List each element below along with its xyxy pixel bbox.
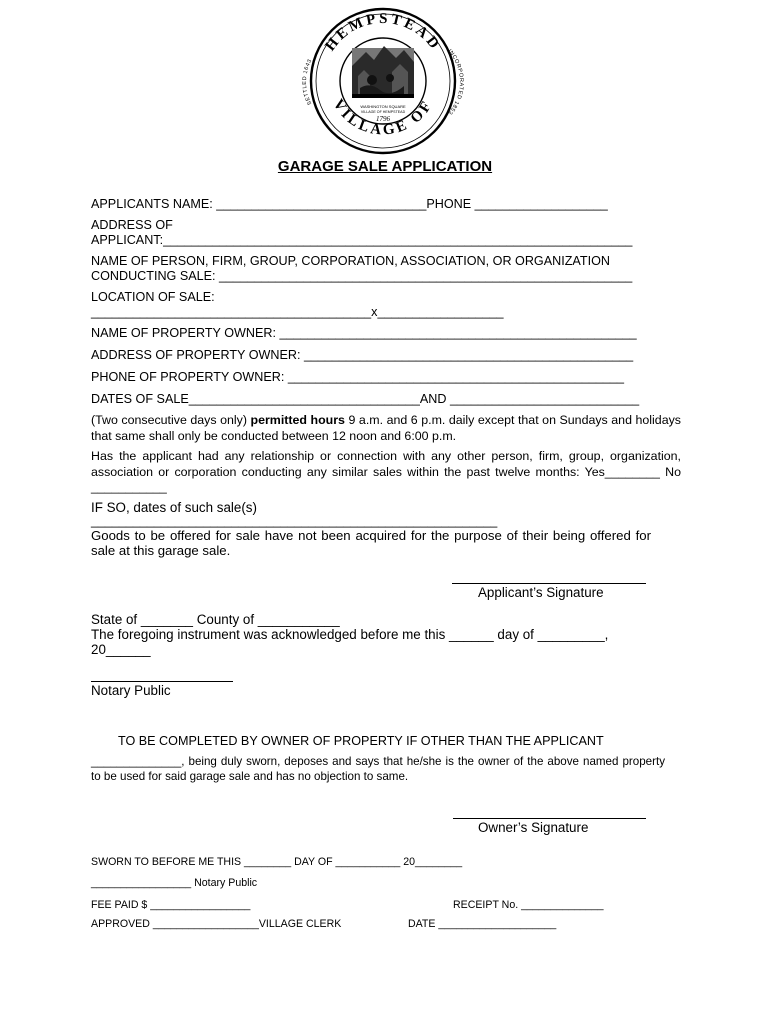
seal-scene-illustration: [352, 46, 414, 98]
property-owner-phone-field[interactable]: PHONE OF PROPERTY OWNER: ________________________________________________: [91, 370, 625, 384]
owner-signature-line[interactable]: [453, 818, 646, 819]
if-so-dates-field[interactable]: __________________________________________________________: [91, 514, 498, 528]
owner-signature-label: Owner’s Signature: [478, 820, 589, 835]
goods-statement: Goods to be offered for sale have not been acquired for the purpose of their being offered for sale at this garage sale.: [91, 528, 651, 558]
applicant-signature-label: Applicant’s Signature: [478, 585, 604, 600]
owner-sworn-statement[interactable]: ______________, being duly sworn, deposes and says that he/she is the owner of the above named property to be used for said garage sale and has no objection to same.: [91, 755, 665, 783]
property-owner-address-field[interactable]: ADDRESS OF PROPERTY OWNER: _______________________________________________: [91, 348, 634, 362]
applicant-signature-line[interactable]: [452, 583, 646, 584]
approved-village-clerk-field[interactable]: APPROVED __________________VILLAGE CLERK: [91, 918, 342, 930]
seal-inner-year: 1796: [376, 115, 390, 123]
form-title: GARAGE SALE APPLICATION: [277, 158, 493, 175]
dates-of-sale-field[interactable]: DATES OF SALE_________________________________AND ___________________________: [91, 392, 640, 406]
hours-text-post: 9 a.m. and 6 p.m. daily except that on Sundays and holidays that same shall only be conducted between 12 noon and 6:00 p.m.: [91, 413, 681, 443]
location-field[interactable]: ________________________________________x__________________: [91, 305, 504, 319]
organization-label: NAME OF PERSON, FIRM, GROUP, CORPORATION, ASSOCIATION, OR ORGANIZATION: [91, 254, 610, 268]
seal-top-text: HEMPSTEAD: [322, 10, 444, 55]
acknowledgement-field[interactable]: The foregoing instrument was acknowledged before me this ______ day of _________,: [91, 627, 609, 642]
location-label: LOCATION OF SALE:: [91, 290, 215, 304]
relationship-question[interactable]: Has the applicant had any relationship or connection with any other person, firm, group, organization, association or corporation conducting any similar sales within the past twelve months: Yes________ No ___________: [91, 449, 681, 495]
seal-left-text: SETTLED 1643: [301, 58, 314, 106]
seal-right-text: INCORPORATED 1853: [446, 48, 465, 116]
notary-public-field[interactable]: _________________ Notary Public: [91, 877, 258, 889]
applicant-address-field[interactable]: APPLICANT:___________________________________________________________________: [91, 233, 633, 247]
seal-inner-text-2: VILLAGE OF HEMPSTEAD: [360, 110, 406, 114]
applicant-name-phone-field[interactable]: APPLICANTS NAME: ______________________________PHONE ___________________: [91, 197, 608, 211]
year-field[interactable]: 20______: [91, 642, 151, 657]
fee-paid-field[interactable]: FEE PAID $ _________________: [91, 899, 251, 911]
state-county-field[interactable]: State of _______ County of ___________: [91, 612, 340, 627]
hempstead-village-seal: [300, 6, 466, 156]
hours-text-bold: permitted hours: [250, 413, 345, 427]
notary-public-label: Notary Public: [91, 683, 171, 698]
permitted-hours-paragraph: [91, 413, 681, 444]
applicant-address-label: ADDRESS OF: [91, 218, 173, 232]
receipt-number-field[interactable]: RECEIPT No. ______________: [453, 899, 604, 911]
date-field[interactable]: DATE ____________________: [408, 918, 557, 930]
conducting-sale-field[interactable]: CONDUCTING SALE: ___________________________________________________________: [91, 269, 633, 283]
owner-section-title: TO BE COMPLETED BY OWNER OF PROPERTY IF OTHER THAN THE APPLICANT: [118, 734, 604, 748]
sworn-before-field[interactable]: SWORN TO BEFORE ME THIS ________ DAY OF ___________ 20________: [91, 856, 463, 868]
seal-bottom-text: VILLAGE OF: [329, 96, 437, 139]
seal-inner-text: WASHINGTON SQUARE: [360, 104, 406, 109]
property-owner-name-field[interactable]: NAME OF PROPERTY OWNER: ___________________________________________________: [91, 326, 637, 340]
notary-signature-line[interactable]: [91, 681, 233, 682]
hours-text-pre: (Two consecutive days only): [91, 413, 251, 427]
if-so-label: IF SO, dates of such sale(s): [91, 500, 257, 515]
